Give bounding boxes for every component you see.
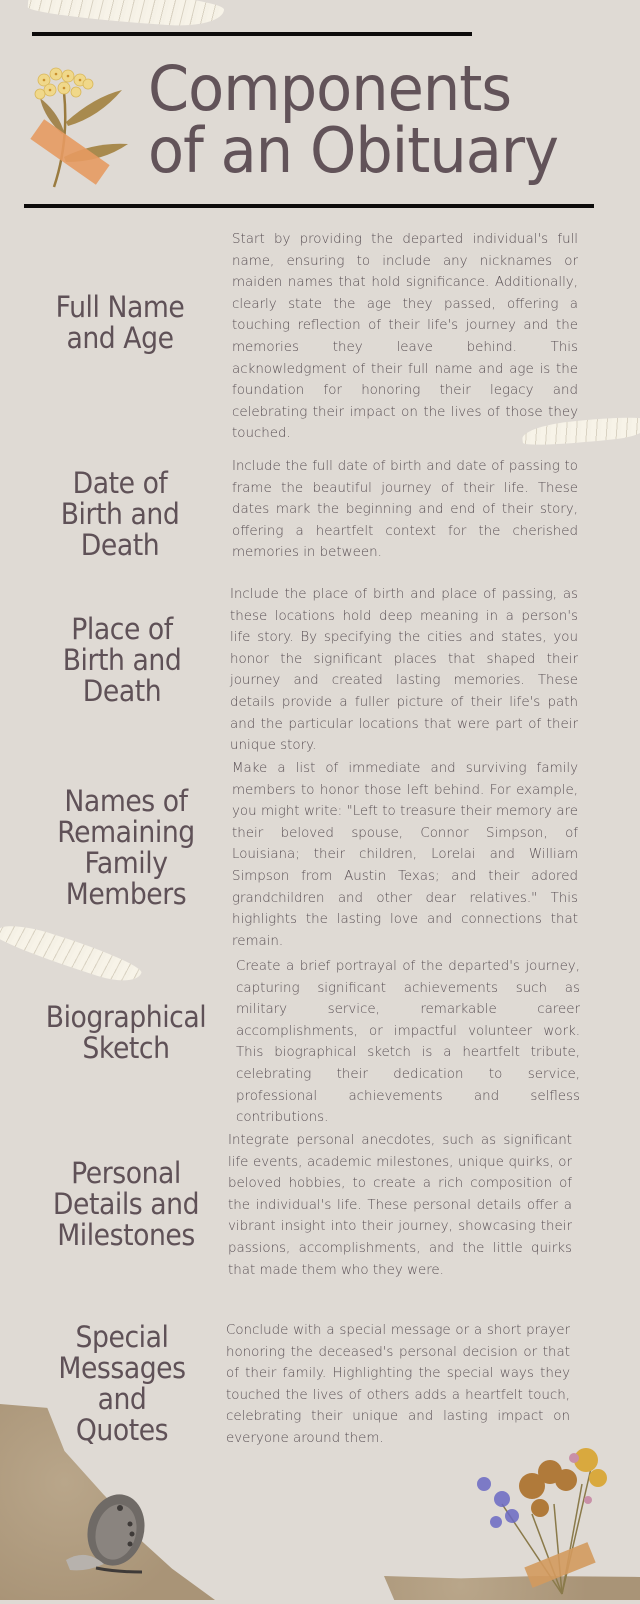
heading-line: Remaining [57,815,195,849]
section-body-personal: Integrate personal anecdotes, such as significant life events, academic milestones, unique quirks, or beloved hobbies, to create a rich composition of the individual's life. These personal details offer a vibrant insight into their journey, showcasing their passions, accomplishments, and the little quirks that made them who they were. [228,1133,572,1278]
heading-line: Place of [71,612,173,646]
heading-line: Milestones [57,1218,195,1252]
section-body-special: Conclude with a special message or a short prayer honoring the deceased's personal decision or that of their family. Highlighting the special ways they touched the lives of others adds a heartfelt touch, celebrating their unique and lasting impact on everyone around them. [226,1323,570,1446]
section-body-date: Include the full date of birth and date of passing to frame the beautiful journey of their life. These dates mark the beginning and end of their story, offering a heartfelt context for the cherished memories in between. [232,459,578,561]
moth-icon [56,1488,156,1584]
heading-line: and [97,1382,147,1416]
section-heading-biographical [30,1002,221,1064]
title-line-2: of an Obituary [148,114,559,187]
heading-line: Members [65,877,187,911]
heading-line: Names of [64,784,188,818]
heading-line: Family [84,846,168,880]
newspaper-scrap-left [0,917,144,988]
heading-line: Messages [58,1351,186,1385]
section-heading-place [30,614,214,707]
section-heading-date [28,468,212,561]
heading-line: Death [80,528,160,562]
heading-line: Biographical [45,1000,207,1034]
section-heading-family [34,786,218,910]
page-title [148,52,604,187]
title-line-1: Components [148,52,512,125]
heading-line: Birth and [62,643,182,677]
section-heading-personal [30,1158,221,1251]
heading-line: Quotes [75,1413,169,1447]
dried-flowers-icon [462,1444,622,1600]
heading-line: Special [75,1320,169,1354]
section-body-full-name: Start by providing the departed individual's full name, ensuring to include any nicknames or maiden names that hold significance. Additionally, clearly state the age they passed, offering a touching reflection of their life's journey and the memories they leave behind. This acknowledgment of their full name and age is the foundation for honoring their legacy and celebrating their impact on the lives of those they touched. [232,232,578,442]
heading-line: Full Name [55,290,185,324]
pressed-flower-icon [24,62,134,192]
title-divider [24,204,594,208]
heading-line: Birth and [60,497,180,531]
section-body-family: Make a list of immediate and surviving family members to honor those left behind. For example, you might write: "Left to treasure their memory are their beloved spouse, Connor Simpson, of Louisiana; their children, Lorelai and William Simpson from Austin Texas; and their adored grandchildren and other dear relatives." This highlights the lasting love and connections that remain. [232,761,578,949]
section-heading-full-name [28,292,212,354]
top-divider [32,32,472,36]
section-body-biographical: Create a brief portrayal of the departed's journey, capturing significant achievements such as military service, remarkable career accomplishments, or impactful volunteer work. This biographical sketch is a heartfelt tribute, celebrating their dedication to service, professional achievements and selfless contributions. [236,959,580,1126]
heading-line: Sketch [82,1031,170,1065]
heading-line: Details and [52,1187,200,1221]
heading-line: Death [82,674,162,708]
heading-line: Date of [72,466,168,500]
section-body-place: Include the place of birth and place of passing, as these locations hold deep meaning in a person's life story. By specifying the cities and states, you honor the significant places that shaped their journey and created lasting memories. These details provide a fuller picture of their life's path and the particular locations that were part of their unique story. [230,587,578,754]
heading-line: and Age [66,321,174,355]
section-heading-special [30,1322,214,1446]
heading-line: Personal [71,1156,181,1190]
newspaper-scrap-top [27,0,225,29]
